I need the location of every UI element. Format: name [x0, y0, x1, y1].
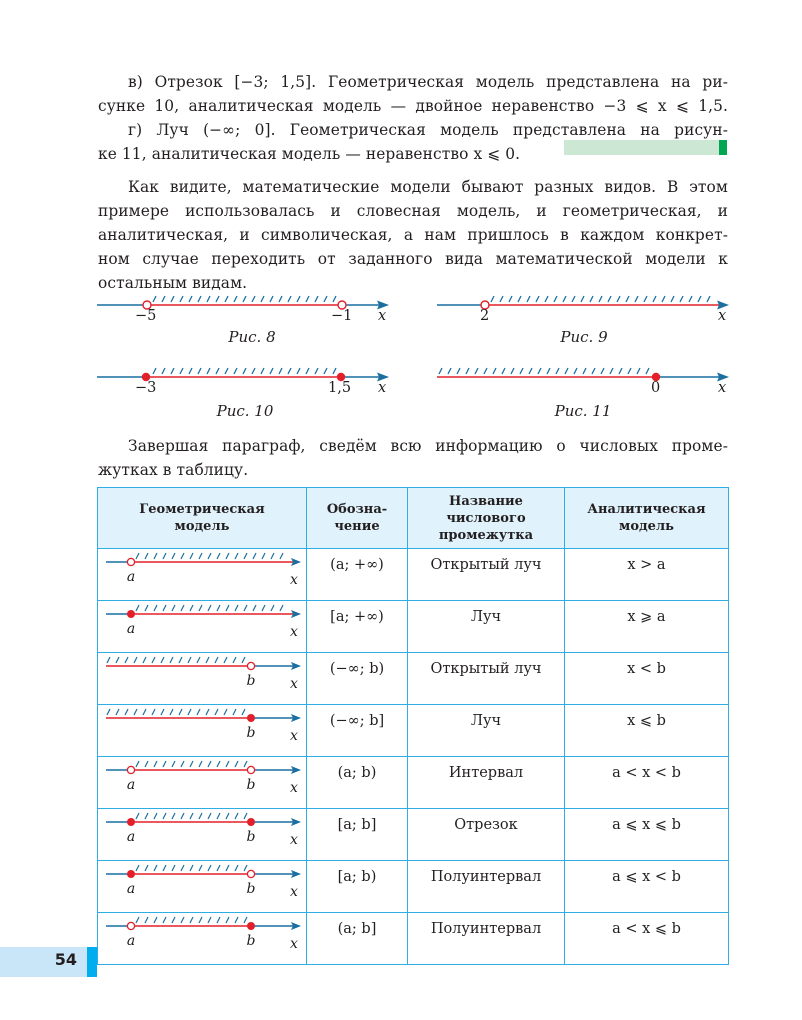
number-line-closed-ray-left — [437, 368, 737, 388]
interval-name-cell: Луч — [408, 601, 565, 653]
notation-cell: (−∞; b) — [307, 653, 408, 705]
text-line: аналитическая, и символическая, а нам пришлось в каждом конкрет- — [98, 226, 728, 244]
figure-10-number-line — [97, 368, 397, 420]
table-row — [98, 549, 729, 601]
header-line: промежутка — [438, 527, 534, 543]
number-line-half-interval-closed-open — [98, 861, 304, 905]
point-label-a: a — [126, 881, 136, 897]
tick-label: 2 — [480, 308, 490, 324]
table-row — [98, 757, 729, 809]
analytic-model-cell: a < x < b — [565, 757, 729, 809]
table-row — [98, 653, 729, 705]
figure-8-number-line — [97, 296, 397, 346]
header-line: модель — [174, 519, 230, 534]
notation-cell: (−∞; b] — [307, 705, 408, 757]
header-line: Название — [449, 493, 523, 509]
interval-name-cell: Интервал — [408, 757, 565, 809]
point-label-b: b — [246, 777, 256, 793]
number-line-open-ray-right — [98, 549, 304, 593]
number-line-closed-ray-right — [98, 601, 304, 645]
column-header-analytic-model — [565, 488, 729, 549]
point-label-b: b — [246, 881, 256, 897]
text-line: в) Отрезок [−3; 1,5]. Геометрическая модель представлена на ри- — [128, 73, 728, 91]
number-line-interval-open-open — [98, 757, 304, 801]
text-line: Как видите, математические модели бывают разных видов. В этом — [128, 178, 728, 196]
point-label-b: b — [246, 673, 256, 689]
axis-label-x: x — [290, 676, 298, 692]
text-line: остальным видам. — [98, 274, 248, 292]
tick-label: 0 — [651, 380, 661, 396]
column-header-interval-name — [408, 488, 565, 549]
figure-caption: Рис. 11 — [554, 402, 612, 420]
paragraph-table-intro — [98, 434, 728, 482]
axis-label-x: x — [718, 308, 727, 324]
interval-name-cell: Открытый луч — [408, 653, 565, 705]
number-intervals-table — [97, 487, 729, 965]
tick-label: −5 — [135, 308, 157, 324]
header-line: Обозна- — [326, 502, 388, 517]
tick-label: 1,5 — [328, 380, 352, 396]
geometric-model-cell — [98, 653, 307, 705]
point-label-a: a — [126, 933, 136, 949]
geometric-model-cell — [98, 861, 307, 913]
notation-cell: [a; b) — [307, 861, 408, 913]
point-label-b: b — [246, 933, 256, 949]
page-number-bar — [0, 947, 87, 977]
axis-label-x: x — [290, 884, 298, 900]
analytic-model-cell: x > a — [565, 549, 729, 601]
geometric-model-cell — [98, 809, 307, 861]
column-header-notation — [307, 488, 408, 549]
axis-label-x: x — [718, 380, 727, 396]
geometric-model-cell — [98, 601, 307, 653]
table-row — [98, 601, 729, 653]
tick-label: −3 — [135, 380, 157, 396]
point-label-a: a — [126, 621, 136, 637]
analytic-model-cell: a < x ⩽ b — [565, 913, 729, 965]
page-number-accent — [87, 947, 97, 977]
number-line-open-ray-left — [98, 653, 304, 697]
axis-label-x: x — [290, 624, 298, 640]
analytic-model-cell: x ⩽ b — [565, 705, 729, 757]
figure-11-number-line — [437, 368, 737, 420]
axis-label-x: x — [290, 572, 298, 588]
point-label-b: b — [246, 725, 256, 741]
axis-label-x: x — [378, 380, 387, 396]
interval-name-cell: Полуинтервал — [408, 913, 565, 965]
header-line: чение — [334, 519, 380, 534]
axis-label-x: x — [290, 832, 298, 848]
notation-cell: (a; b) — [307, 757, 408, 809]
text-line: Завершая параграф, сведём всю информацию о числовых проме- — [128, 437, 728, 455]
header-line: Аналитическая — [587, 502, 706, 517]
header-line: числового — [446, 510, 526, 526]
tick-label: −1 — [331, 308, 353, 324]
interval-name-cell: Открытый луч — [408, 549, 565, 601]
table-header-row — [98, 488, 729, 549]
notation-cell: (a; b] — [307, 913, 408, 965]
figure-caption: Рис. 10 — [216, 402, 274, 420]
table-row — [98, 913, 729, 965]
analytic-model-cell: a ⩽ x ⩽ b — [565, 809, 729, 861]
column-header-geometric-model — [98, 488, 307, 549]
notation-cell: [a; +∞) — [307, 601, 408, 653]
number-line-closed-ray-left — [98, 705, 304, 749]
point-label-a: a — [126, 829, 136, 845]
header-line: Геометрическая — [139, 502, 265, 517]
figure-9-number-line — [437, 296, 737, 346]
analytic-model-cell: x < b — [565, 653, 729, 705]
interval-name-cell: Отрезок — [408, 809, 565, 861]
geometric-model-cell — [98, 705, 307, 757]
text-line: г) Луч (−∞; 0]. Геометрическая модель представлена на рисун- — [128, 121, 728, 139]
table-row — [98, 809, 729, 861]
text-line: примере использовалась и словесная модель, и геометрическая, и — [98, 202, 728, 220]
point-label-a: a — [126, 569, 136, 585]
notation-cell: (a; +∞) — [307, 549, 408, 601]
header-line: модель — [619, 519, 674, 534]
figure-caption: Рис. 8 — [228, 328, 276, 346]
page-number: 54 — [54, 950, 77, 969]
end-of-example-marker — [564, 140, 727, 155]
table-row — [98, 861, 729, 913]
axis-label-x: x — [290, 936, 298, 952]
number-line-half-interval-open-closed — [98, 913, 304, 957]
paragraph-model-types — [98, 175, 728, 295]
analytic-model-cell: a ⩽ x < b — [565, 861, 729, 913]
notation-cell: [a; b] — [307, 809, 408, 861]
interval-name-cell: Полуинтервал — [408, 861, 565, 913]
analytic-model-cell: x ⩾ a — [565, 601, 729, 653]
point-label-b: b — [246, 829, 256, 845]
axis-label-x: x — [290, 728, 298, 744]
number-line-segment-closed-closed — [98, 809, 304, 853]
text-line: ном случае переходить от заданного вида математической модели к — [98, 250, 728, 268]
point-label-a: a — [126, 777, 136, 793]
text-line: ке 11, аналитическая модель — неравенство x ⩽ 0. — [98, 145, 521, 163]
axis-label-x: x — [378, 308, 387, 324]
geometric-model-cell — [98, 913, 307, 965]
table-row — [98, 705, 729, 757]
geometric-model-cell — [98, 757, 307, 809]
text-line: жутках в таблицу. — [98, 461, 249, 479]
interval-name-cell: Луч — [408, 705, 565, 757]
text-line: сунке 10, аналитическая модель — двойное неравенство −3 ⩽ x ⩽ 1,5. — [98, 97, 728, 115]
axis-label-x: x — [290, 780, 298, 796]
geometric-model-cell — [98, 549, 307, 601]
figure-caption: Рис. 9 — [560, 328, 608, 346]
